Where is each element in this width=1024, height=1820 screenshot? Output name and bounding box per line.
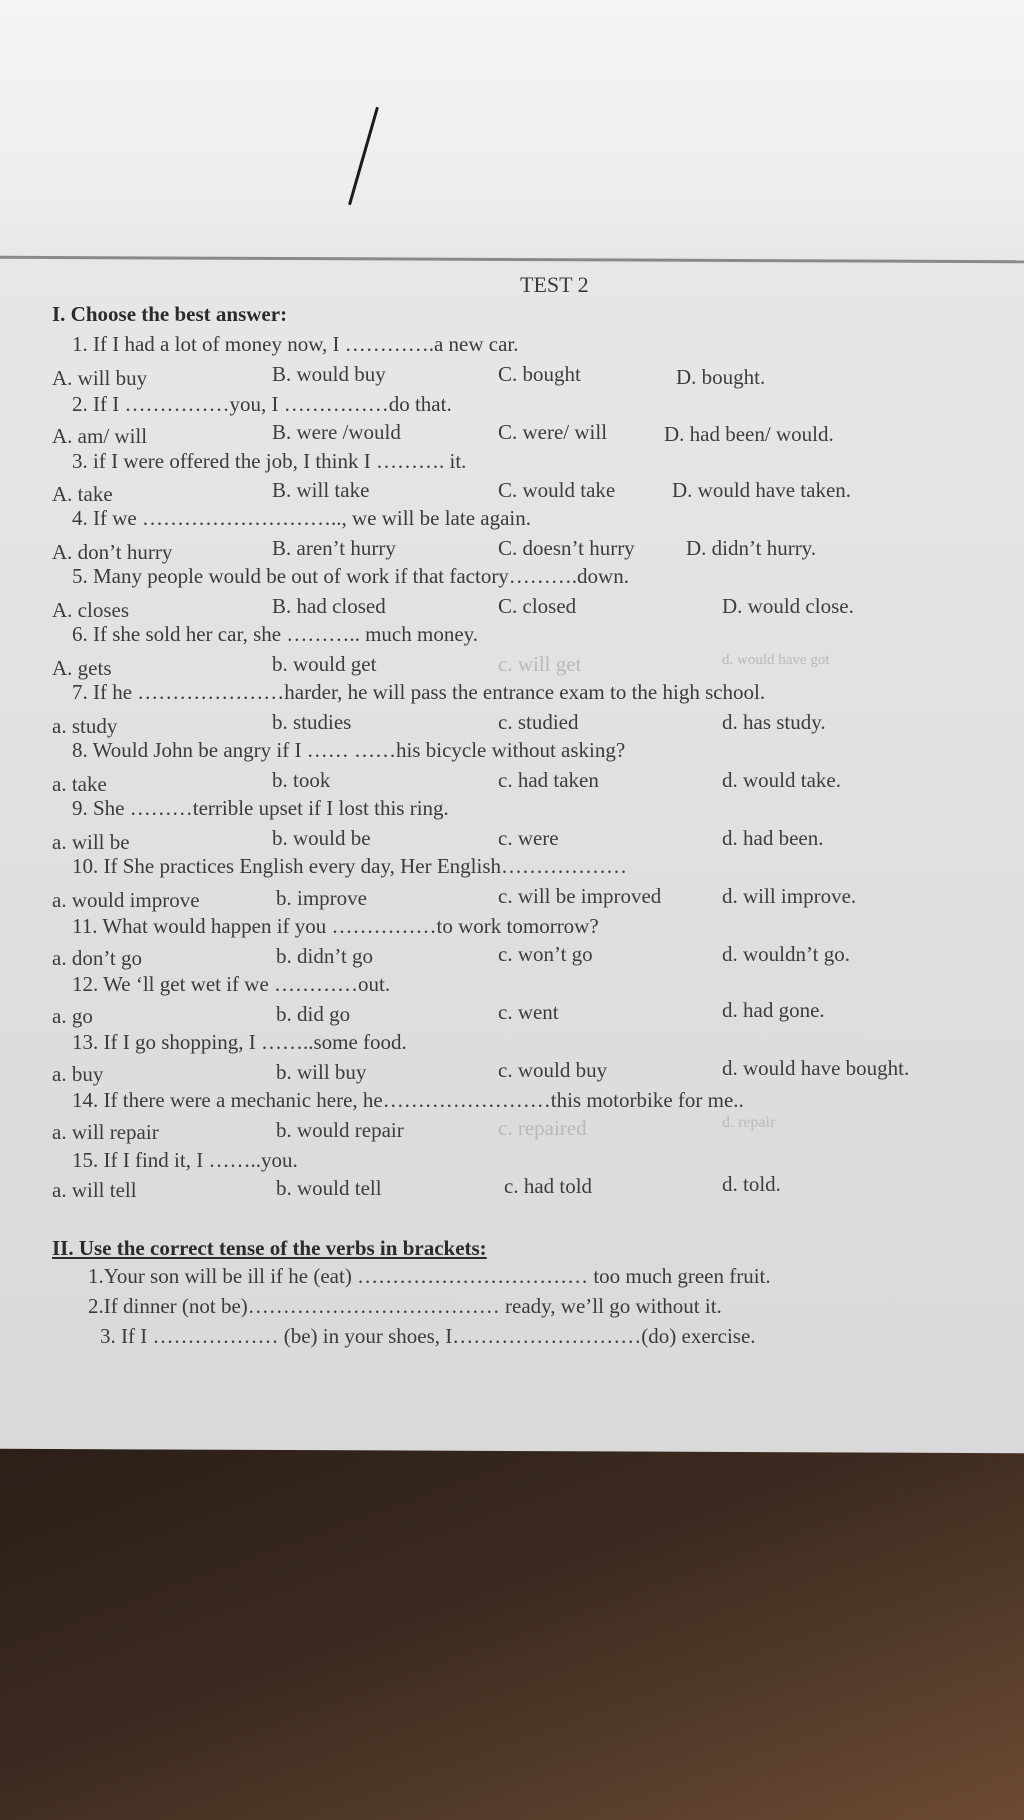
option-8c: c. had taken — [498, 768, 599, 792]
option-12c: c. went — [498, 1000, 559, 1024]
option-4b: B. aren’t hurry — [272, 536, 396, 560]
option-2c: C. were/ will — [498, 420, 608, 444]
option-4c: C. doesn’t hurry — [498, 536, 635, 560]
option-11a: a. don’t go — [52, 946, 143, 970]
fill-item-3: 3. If I ……………… (be) in your shoes, I………………………(do) exercise. — [100, 1324, 756, 1348]
section-2-heading: II. Use the correct tense of the verbs in brackets: — [52, 1236, 487, 1260]
question-8: 8. Would John be angry if I …… ……his bicycle without asking? — [72, 738, 626, 762]
question-4: 4. If we ……………………….., we will be late again. — [72, 506, 531, 530]
option-13d: d. would have bought. — [722, 1056, 910, 1080]
option-9d: d. had been. — [722, 826, 824, 850]
option-15b: b. would tell — [276, 1176, 382, 1200]
option-12d: d. had gone. — [722, 998, 825, 1022]
option-15c: c. had told — [504, 1174, 593, 1198]
option-9b: b. would be — [272, 826, 371, 850]
option-12b: b. did go — [276, 1002, 351, 1026]
option-13c: c. would buy — [498, 1058, 608, 1082]
option-10a: a. would improve — [52, 888, 200, 912]
question-14: 14. If there were a mechanic here, he……………………this motorbike for me.. — [72, 1088, 744, 1112]
option-2d: D. had been/ would. — [664, 422, 834, 446]
option-9a: a. will be — [52, 830, 130, 854]
table-surface — [0, 1418, 1024, 1820]
question-7: 7. If he …………………harder, he will pass the entrance exam to the high school. — [72, 680, 766, 704]
question-3: 3. if I were offered the job, I think I ………. it. — [72, 449, 467, 473]
option-11b: b. didn’t go — [276, 944, 374, 968]
option-6b: b. would get — [272, 652, 377, 676]
option-5d: D. would close. — [722, 594, 854, 618]
option-5b: B. had closed — [272, 594, 386, 618]
pen-mark — [348, 107, 379, 206]
option-8d: d. would take. — [722, 768, 841, 792]
option-14b: b. would repair — [276, 1118, 404, 1142]
question-2: 2. If I ……………you, I ……………do that. — [72, 392, 452, 416]
option-10c: c. will be improved — [498, 884, 662, 908]
option-3d: D. would have taken. — [672, 478, 852, 502]
option-3c: C. would take — [498, 478, 616, 502]
option-13b: b. will buy — [276, 1060, 367, 1084]
option-8a: a. take — [52, 772, 107, 796]
test-title: TEST 2 — [520, 272, 589, 297]
fill-item-2: 2.If dinner (not be)……………………………… ready, we’ll go without it. — [88, 1294, 722, 1318]
question-11: 11. What would happen if you ……………to work tomorrow? — [72, 914, 599, 938]
question-15: 15. If I find it, I ……..you. — [72, 1148, 298, 1172]
option-11c: c. won’t go — [498, 942, 593, 966]
option-8b: b. took — [272, 768, 331, 792]
fill-item-1: 1.Your son will be ill if he (eat) …………………………… too much green fruit. — [88, 1264, 771, 1288]
option-7b: b. studies — [272, 710, 352, 734]
option-4d: D. didn’t hurry. — [686, 536, 817, 560]
option-5c: C. closed — [498, 594, 577, 618]
option-1d: D. bought. — [676, 365, 766, 389]
question-12: 12. We ‘ll get wet if we …………out. — [72, 972, 391, 996]
option-1c: C. bought — [498, 362, 581, 386]
back-sheet — [0, 0, 1024, 272]
option-2a: A. am/ will — [52, 424, 148, 448]
question-9: 9. She ………terrible upset if I lost this ring. — [72, 796, 449, 820]
option-10b: b. improve — [276, 886, 367, 910]
option-6c: c. will get — [498, 652, 582, 676]
section-1-heading: I. Choose the best answer: — [52, 302, 288, 326]
option-15d: d. told. — [722, 1172, 781, 1196]
option-14a: a. will repair — [52, 1120, 159, 1144]
option-14c: c. repaired — [498, 1116, 587, 1140]
option-1a: A. will buy — [52, 366, 148, 390]
option-6a: A. gets — [52, 656, 112, 680]
option-7a: a. study — [52, 714, 118, 738]
option-15a: a. will tell — [52, 1178, 137, 1202]
option-11d: d. wouldn’t go. — [722, 942, 850, 966]
question-1: 1. If I had a lot of money now, I ………….a new car. — [72, 332, 519, 356]
option-7d: d. has study. — [722, 710, 826, 734]
option-5a: A. closes — [52, 598, 129, 622]
option-3b: B. will take — [272, 478, 370, 502]
question-6: 6. If she sold her car, she ……….. much money. — [72, 622, 479, 646]
option-9c: c. were — [498, 826, 559, 850]
option-6d: d. would have got — [722, 652, 830, 668]
option-13a: a. buy — [52, 1062, 104, 1086]
option-7c: c. studied — [498, 710, 579, 734]
option-2b: B. were /would — [272, 420, 401, 444]
question-13: 13. If I go shopping, I ……..some food. — [72, 1030, 407, 1054]
option-3a: A. take — [52, 482, 113, 506]
option-4a: A. don’t hurry — [52, 540, 173, 564]
question-10: 10. If She practices English every day, Her English……………… — [72, 854, 628, 878]
option-14d: d. repair — [722, 1114, 776, 1131]
option-1b: B. would buy — [272, 362, 386, 386]
option-10d: d. will improve. — [722, 884, 857, 908]
question-5: 5. Many people would be out of work if that factory……….down. — [72, 564, 629, 588]
option-12a: a. go — [52, 1004, 93, 1028]
